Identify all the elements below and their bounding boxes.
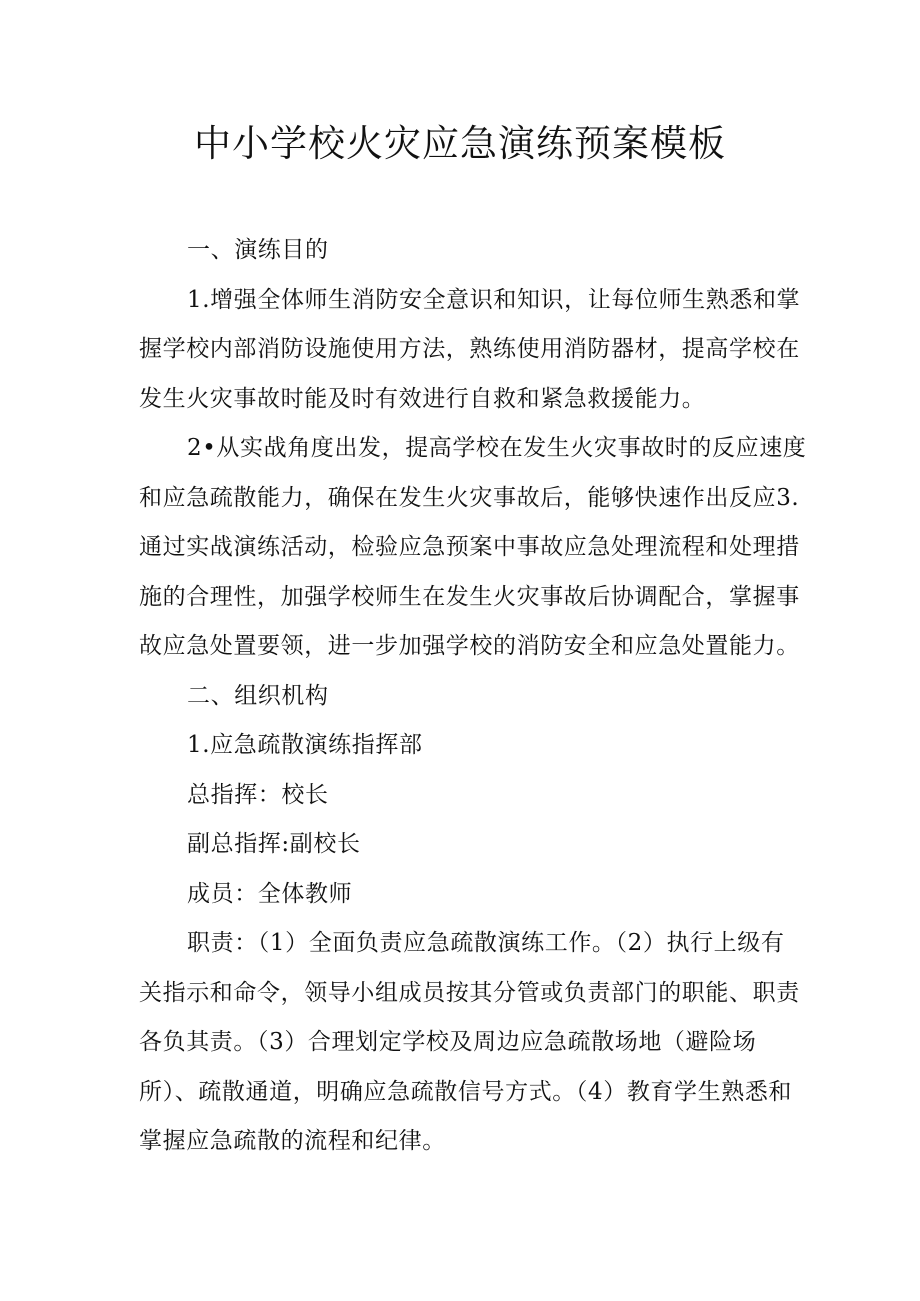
deputy-commander-line: 副总指挥:副校长 [187, 831, 361, 857]
paragraph-2-line: 2•从实战角度出发，提高学校在发生火灾事故时的反应速度 [187, 435, 807, 461]
commander-line: 总指挥：校长 [187, 781, 329, 808]
paragraph-1-line: 1.增强全体师生消防安全意识和知识，让每位师生熟悉和掌 [187, 286, 801, 313]
duties-line: 职责：（1）全面负责应急疏散演练工作。（2）执行上级有 [187, 930, 785, 956]
members-line: 成员：全体教师 [187, 880, 353, 907]
duties-line: 关指示和命令，领导小组成员按其分管或负责部门的职能、职责 [139, 979, 800, 1006]
section-heading-2: 二、组织机构 [187, 682, 329, 709]
subsection-heading: 1.应急疏散演练指挥部 [187, 732, 423, 758]
paragraph-2-line: 故应急处置要领，进一步加强学校的消防安全和应急处置能力。 [139, 633, 800, 659]
section-heading-1: 一、演练目的 [187, 237, 329, 263]
document-body [139, 226, 807, 1167]
duties-line: 掌握应急疏散的流程和纪律。 [139, 1128, 446, 1154]
paragraph-2-line: 施的合理性，加强学校师生在发生火灾事故后协调配合，掌握事 [139, 583, 800, 610]
paragraph-2-line: 通过实战演练活动，检验应急预案中事故应急处理流程和处理措 [139, 534, 800, 560]
document-title: 中小学校火灾应急演练预案模板 [194, 122, 726, 165]
paragraph-1-line: 握学校内部消防设施使用方法，熟练使用消防器材，提高学校在 [139, 336, 800, 362]
duties-line: 所）、疏散通道，明确应急疏散信号方式。（4）教育学生熟悉和 [139, 1078, 793, 1105]
paragraph-1-line: 发生火灾事故时能及时有效进行自救和紧急救援能力。 [139, 385, 706, 412]
paragraph-2-line: 和应急疏散能力，确保在发生火灾事故后，能够快速作出反应3. [139, 484, 800, 511]
duties-line: 各负其责。（3）合理划定学校及周边应急疏散场地（避险场 [139, 1029, 757, 1055]
